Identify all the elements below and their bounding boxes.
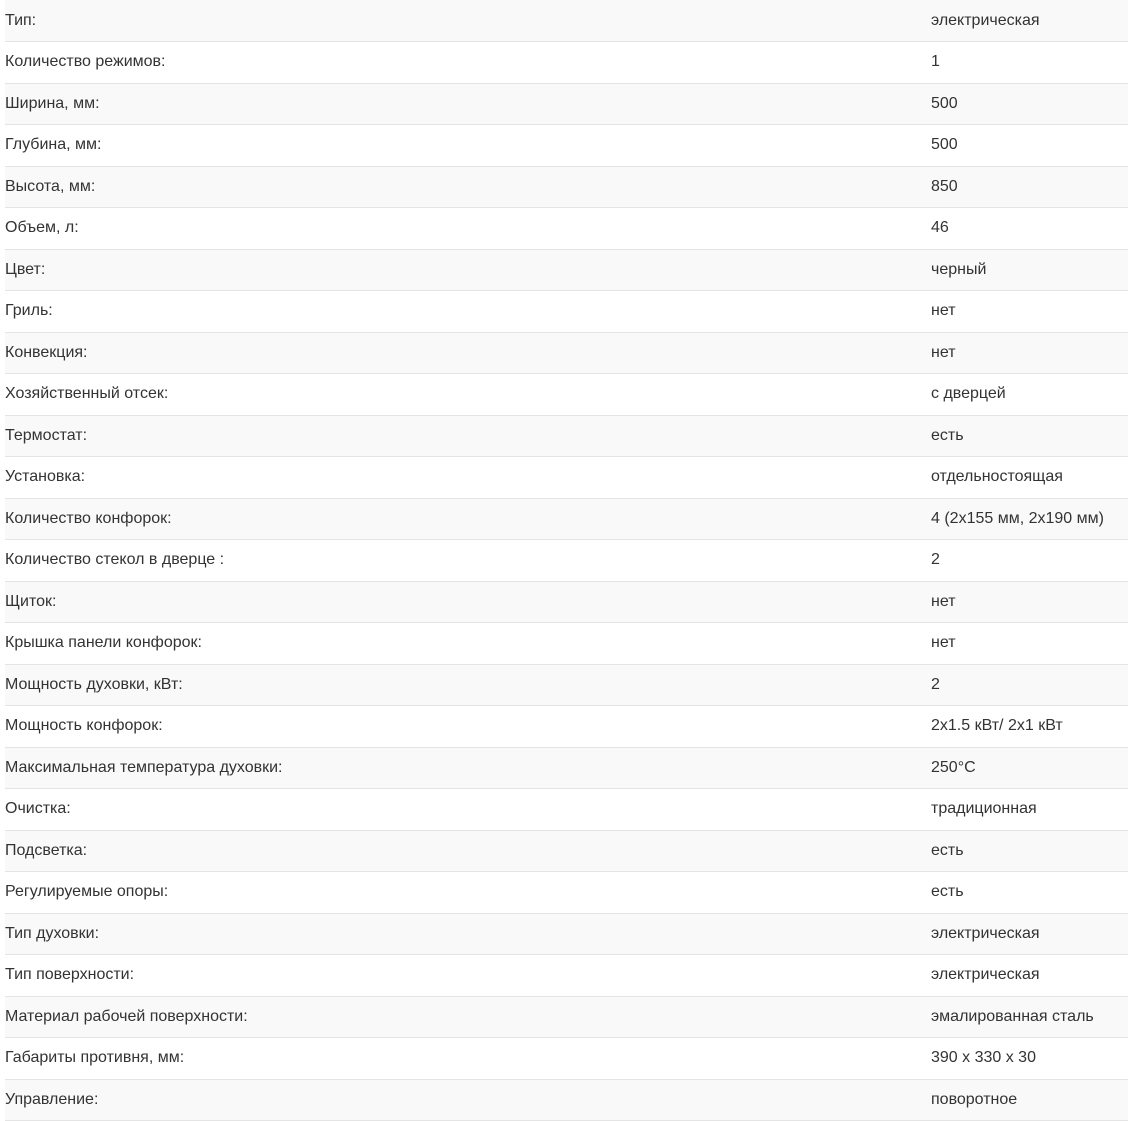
spec-value: 2х1.5 кВт/ 2х1 кВт (931, 706, 1128, 748)
spec-label: Гриль: (5, 291, 931, 333)
spec-row (5, 581, 1128, 623)
spec-value: электрическая (931, 955, 1128, 997)
spec-value: 250°С (931, 747, 1128, 789)
spec-value: есть (931, 415, 1128, 457)
spec-value: черный (931, 249, 1128, 291)
spec-label: Подсветка: (5, 830, 931, 872)
spec-value: нет (931, 291, 1128, 333)
specifications-body (5, 0, 1128, 1121)
spec-row (5, 498, 1128, 540)
spec-row (5, 830, 1128, 872)
spec-value: 2 (931, 540, 1128, 582)
spec-value: традиционная (931, 789, 1128, 831)
spec-row (5, 789, 1128, 831)
spec-row (5, 623, 1128, 665)
spec-row (5, 42, 1128, 84)
spec-row (5, 249, 1128, 291)
specifications-table (5, 0, 1128, 1121)
spec-label: Тип духовки: (5, 913, 931, 955)
spec-label: Материал рабочей поверхности: (5, 996, 931, 1038)
spec-row (5, 706, 1128, 748)
spec-label: Количество режимов: (5, 42, 931, 84)
spec-value: 46 (931, 208, 1128, 250)
spec-row (5, 457, 1128, 499)
spec-value: отдельностоящая (931, 457, 1128, 499)
spec-value: эмалированная сталь (931, 996, 1128, 1038)
spec-value: есть (931, 872, 1128, 914)
spec-label: Объем, л: (5, 208, 931, 250)
spec-value: поворотное (931, 1079, 1128, 1121)
spec-label: Щиток: (5, 581, 931, 623)
spec-label: Мощность конфорок: (5, 706, 931, 748)
spec-label: Регулируемые опоры: (5, 872, 931, 914)
spec-row (5, 872, 1128, 914)
spec-row (5, 996, 1128, 1038)
spec-row (5, 955, 1128, 997)
spec-row (5, 0, 1128, 42)
spec-row (5, 208, 1128, 250)
spec-label: Ширина, мм: (5, 83, 931, 125)
spec-label: Термостат: (5, 415, 931, 457)
spec-value: нет (931, 332, 1128, 374)
spec-value: 1 (931, 42, 1128, 84)
spec-row (5, 747, 1128, 789)
spec-row (5, 83, 1128, 125)
spec-label: Тип поверхности: (5, 955, 931, 997)
spec-value: 850 (931, 166, 1128, 208)
spec-value: электрическая (931, 913, 1128, 955)
spec-label: Габариты противня, мм: (5, 1038, 931, 1080)
spec-label: Максимальная температура духовки: (5, 747, 931, 789)
spec-label: Количество конфорок: (5, 498, 931, 540)
spec-label: Мощность духовки, кВт: (5, 664, 931, 706)
spec-value: 390 х 330 х 30 (931, 1038, 1128, 1080)
spec-label: Установка: (5, 457, 931, 499)
spec-label: Управление: (5, 1079, 931, 1121)
spec-row (5, 540, 1128, 582)
spec-row (5, 664, 1128, 706)
spec-value: 4 (2х155 мм, 2х190 мм) (931, 498, 1128, 540)
spec-value: 500 (931, 125, 1128, 167)
spec-value: 2 (931, 664, 1128, 706)
spec-row (5, 415, 1128, 457)
spec-label: Высота, мм: (5, 166, 931, 208)
spec-row (5, 1079, 1128, 1121)
spec-row (5, 125, 1128, 167)
spec-row (5, 374, 1128, 416)
spec-row (5, 291, 1128, 333)
spec-label: Конвекция: (5, 332, 931, 374)
spec-label: Хозяйственный отсек: (5, 374, 931, 416)
spec-value: нет (931, 581, 1128, 623)
spec-label: Цвет: (5, 249, 931, 291)
spec-value: 500 (931, 83, 1128, 125)
spec-value: электрическая (931, 0, 1128, 42)
spec-label: Крышка панели конфорок: (5, 623, 931, 665)
spec-row (5, 1038, 1128, 1080)
spec-value: с дверцей (931, 374, 1128, 416)
spec-row (5, 913, 1128, 955)
spec-label: Количество стекол в дверце : (5, 540, 931, 582)
spec-label: Очистка: (5, 789, 931, 831)
spec-label: Глубина, мм: (5, 125, 931, 167)
spec-value: нет (931, 623, 1128, 665)
spec-value: есть (931, 830, 1128, 872)
spec-row (5, 332, 1128, 374)
spec-label: Тип: (5, 0, 931, 42)
spec-row (5, 166, 1128, 208)
